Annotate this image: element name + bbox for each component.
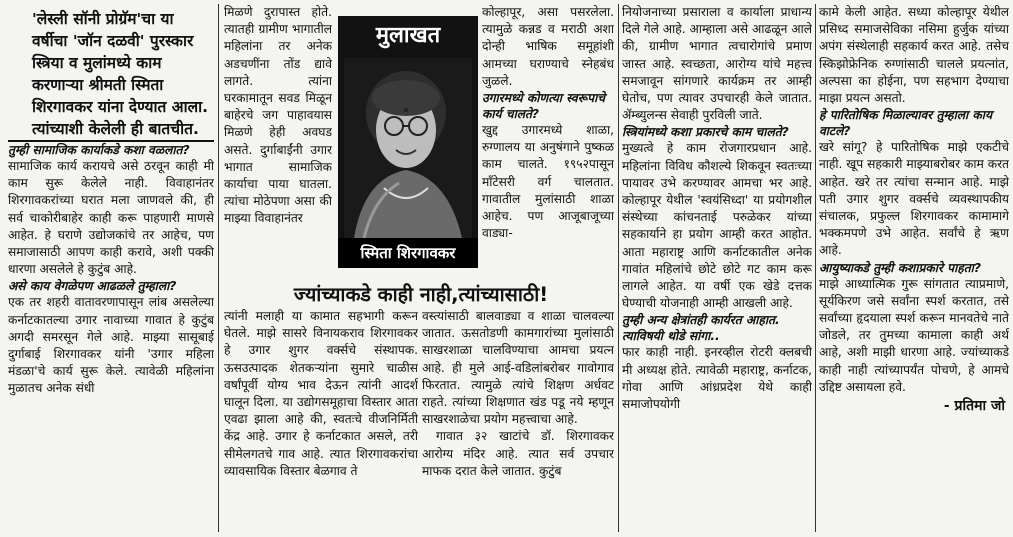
column-2-top [224,4,332,276]
question-6: हे पारितोषिक मिळाल्यावर तुम्हाला काय वाटले? [819,108,993,139]
answer-7: माझे आध्यात्मिक गुरू सांगतात त्याप्रमाणे, सूर्यकिरण जसे सर्वांना स्पर्श करतात, तसे सर्वांच्या हृदयाला स्पर्श करून मानवतेचे नाते जोडले, तर तुमच्या कामाला काही अर्थ आहे, अशी माझी धारणा आहे. ज्यांच्याकडे काही नाही त्यांच्यापर्यंत पोचणे, हे आमचे उद्दिष्ट असायला हवे. [819,276,1009,394]
column-1 [8,4,214,532]
column-2-bottom [224,308,418,532]
author-signature: - प्रतिमा जो [943,398,1005,415]
column-3-top [482,4,614,274]
photo-caption: स्मिता शिरगावकर [338,238,478,268]
article-headline: ज्यांच्याकडे काही नाही,त्यांच्यासाठी! [293,283,549,306]
column-4 [622,4,812,532]
question-7: आयुष्याकडे तुम्ही कशाप्रकारे पाहता? [819,260,981,275]
column-3-text-top: कोल्हापूर, असा पसरलेला. त्यामुळे कन्नड व मराठी अशा दोन्ही भाषिक समूहांशी आमच्या घराण्याचे स्नेहबंध जुळले. [482,5,614,88]
question-2: असे काय वेगळेपण आढळले तुम्हाला? [8,279,177,294]
column-3-bottom [422,308,614,532]
answer-5: फार काही नाही. इनरव्हील रोटरी क्लबची मी अध्यक्ष होते. त्यावेळी महाराष्ट्र, कर्नाटक, गोवा आणि आंध्रप्रदेश येथे काही समाजोपयोगी [622,345,812,412]
interview-label: मुलाखत [375,23,441,48]
answer-3: खुद्द उगारमध्ये शाळा, रुग्णालय या अनुषंगाने पुष्कळ काम चालते. १९५२पासून मॉंटेसरी वर्ग चालतात. गावातील मुलांसाठी शाळा आहेच. पण आजूबाजूच्या वाड्या- [482,123,614,241]
column-5 [819,4,1009,532]
answer-4: मुख्यत्वे हे काम रोजगारप्रधान आहे. महिलांना विविध कौशल्ये शिकवून स्वतःच्या पायावर उभे करण्यावर आमचा भर आहे. कोल्हापूर येथील 'स्वयंसिध्दा' या प्रयोगशील संस्थेच्या कांचनताई परुळेकर यांच्या सहकार्याने हा प्रयोग आम्ही करत आहोत. आता महाराष्ट्र आणि कर्नाटकातील अनेक गावांत महिलांचे छोटे छोटे गट काम करू लागले आहेत. या वर्षी एक खेडे दत्तक घेण्याची योजनाही आम्ही आखली आहे. [622,141,812,311]
portrait-illustration [344,58,472,238]
column-divider [815,4,816,532]
column-2-text-top: मिळणे दुरापास्त होते. त्यातही ग्रामीण भागातील महिलांना तर अनेक अडचणींना तोंड द्यावे लागते. त्यांना घरकामातून सवड मिळून बाहेरचे जग पाहावयास मिळणे हेही अवघड असते. दुर्गाबाईंनी उगार भागात सामाजिक कार्याचा पाया घातला. त्यांचा मोठेपणा असा की माझ्या विवाहानंतर [224,5,332,226]
answer-6: खरे सांगू? हे पारितोषिक माझे एकटीचे नाही. खूप सहकारी माझ्याबरोबर काम करत आहेत. खरे तर त्यांचा सन्मान आहे. माझे पती उगार शुगर वर्क्सचे व्यवस्थापकीय संचालक, प्रफुल्ल शिरगावकर कामामागे भक्कमपणे उभे आहेत. सर्वांचे हे ऋण आहे. [819,140,1009,258]
column-3-text-bottom-2: गावात ३२ खाटांचे डॉ. शिरगावकर आरोग्य मंदिर आहे. त्यात सर्व उपचार माफक दरात केले जातात. कुटुंब [422,429,614,478]
question-1: तुम्ही सामाजिक कार्याकडे कशा वळलात? [8,143,190,157]
question-4: स्त्रियांमध्ये कशा प्रकारचे काम चालते? [622,125,789,140]
answer-1: सामाजिक कार्य करायचे असे ठरवून काही मी काम सुरू केलेले नाही. विवाहानंतर शिरगावकरांच्या घरात मला जाणवले की, ही सर्व चाकोरीबाहेर काही करू पाहणारी माणसे आहेत. हे घराणे उद्योजकांचे तर आहेच, पण समाजासाठी आपण काही करावे, अशी पक्की धारणा असलेले हे कुटुंब आहे. [8,159,214,277]
column-5-text: कामे केली आहेत. सध्या कोल्हापूर येथील प्रसिध्द समाजसेविका नसिमा हुर्जुक यांच्या अपंग संस्थेलाही सहकार्य करत आहे. तसेच स्किझोफ्रेनिक रुग्णांसाठी चालले प्रयत्नांत, अल्पसा का होईना, पण सहभाग देण्याचा माझा प्रयत्न असतो. [819,5,1009,106]
answer-2: एक तर शहरी वातावरणापासून लांब असलेल्या कर्नाटकातल्या उगार नावाच्या गावात हे कुटुंब अगदी समरसून गेले आहे. माझ्या सासूबाई दुर्गाबाई शिरगावकर यांनी 'उगार महिला मंडळा'चे कार्य सुरू केले. त्यावेळी महिलांना मुळातच अनेक संधी [8,295,214,396]
column-divider [618,4,619,532]
question-3: उगारमध्ये कोणत्या स्वरूपाचे कार्य चालते? [482,91,605,122]
column-divider [218,4,219,532]
column-3-text-bottom: वस्त्यांसाठी बालवाड्या व शाळा चालवल्या जातात. ऊसतोडणी कामगारांच्या मुलांसाठी साखरशाळा चालविण्याचा आमचा प्रयत्न आहे. ही मुले आई-वडिलांबरोबर गावोगाव फिरतात. त्यामुळे त्यांचे शिक्षण अर्धवट राहते. त्यांच्या शिक्षणात खंड पडू नये म्हणून साखरशाळेचा प्रयोग महत्त्वाचा आहे. [422,309,614,427]
question-5: तुम्ही अन्य क्षेत्रांतही कार्यरत आहात. त्याविषयी थोडे सांगा.. [622,313,780,344]
intro-blurb: 'लेस्ली सॉनी प्रोग्रॅम'चा या वर्षीचा 'जॉन दळवी' पुरस्कार स्त्रिया व मुलांमध्ये काम करणाऱ्या श्रीमती स्मिता शिरगावकर यांना देण्यात आला. त्यांच्याशी केलेली ही बातचीत. [32,10,208,138]
column-2-text-bottom: त्यांनी मलाही या कामात सहभागी करून घेतले. माझे सासरे विनायकराव शिरगावकर हे उगार शुगर वर्क्सचे संस्थापक. ऊसउत्पादक शेतकऱ्यांना सुमारे चाळीस वर्षांपूर्वी योग्य भाव देऊन त्यांनी आदर्श घालून दिला. या उद्योगसमूहाचा विस्तार आता एवढा झाला आहे की, स्वतःचे वीजनिर्मिती केंद्र आहे. उगार हे कर्नाटकात असले, तरी सीमेलगतचे गाव आहे. त्यात शिरगावकरांचा व्यावसायिक विस्तार बेळगाव ते [224,309,418,478]
column-4-text: नियोजनाच्या प्रसाराला व कार्याला प्राधान्य दिले गेले आहे. आम्हाला असे आढळून आले की, ग्रामीण भागात त्वचारोगांचे प्रमाण जास्त आहे. स्वच्छता, आरोग्य यांचे महत्त्व समजावून सांगणारे कार्यक्रम तर आम्ही घेतोच, पण त्यावर उपचारही केले जातात. ॲम्ब्युलन्स सेवाही पुरविली जाते. [622,5,812,123]
portrait-photo [338,16,478,268]
